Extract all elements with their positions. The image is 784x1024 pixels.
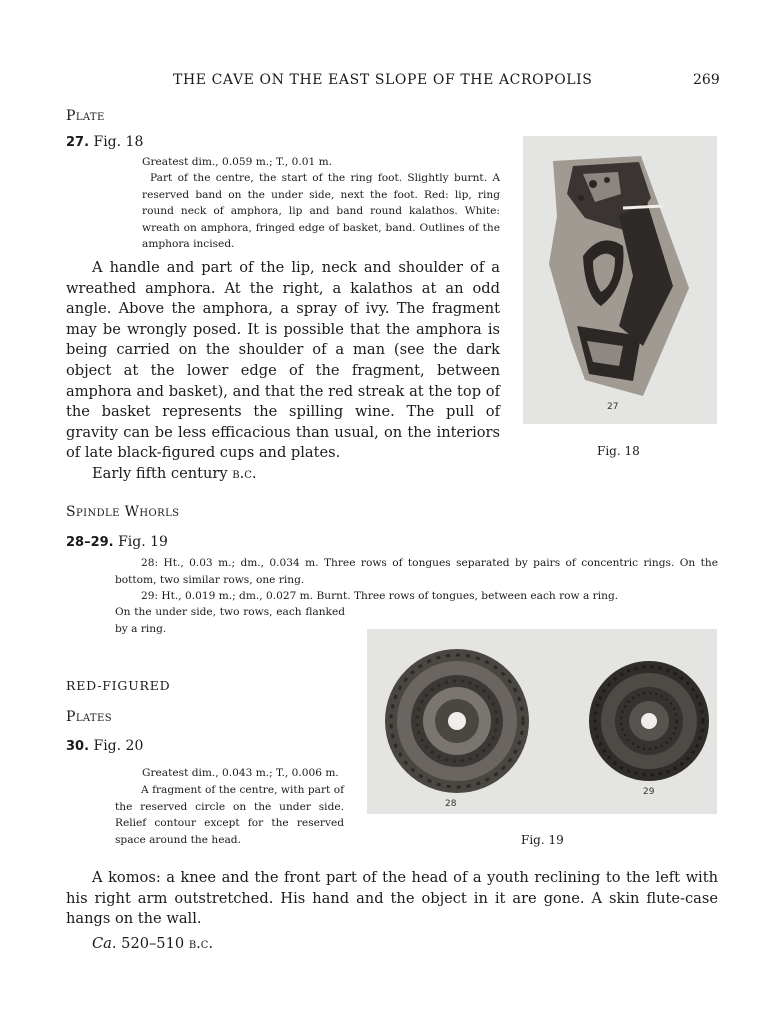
date-ca: Ca. (92, 935, 117, 952)
sherd-fragment-image (523, 136, 717, 424)
entry-fig-ref: Fig. 20 (93, 738, 144, 754)
entry-28-details: 28: Ht., 0.03 m.; dm., 0.034 m. Three rows of tongues separated by pairs of concentric rings. On the bottom, two similar rows, one ring. (115, 557, 718, 586)
entry-fig-ref: Fig. 19 (118, 534, 168, 550)
entry-30-dims: Greatest dim., 0.043 m.; T., 0.006 m. (142, 767, 339, 779)
entry-30-notes: A fragment of the centre, with part of the reserved circle on the under side. Relief contour except for the reserved space around the head. (115, 784, 344, 846)
running-head: THE CAVE ON THE EAST SLOPE OF THE ACROPOLIS (173, 72, 593, 88)
entry-27-dims: Greatest dim., 0.059 m.; T., 0.01 m. (142, 156, 333, 168)
entry-30-description: A komos: a knee and the front part of the head of a youth reclining to the left with his right arm outstretched. His hand and the object in it are gone. A skin flute-case hangs on the wall. (66, 869, 718, 928)
entry-number: 30. (66, 739, 90, 754)
section-heading-spindle-whorls: Spindle Whorls (66, 504, 180, 520)
fig-19-caption: Fig. 19 (521, 833, 564, 847)
fig-19-photo (367, 629, 717, 814)
date-range: 520–510 (116, 935, 189, 952)
date-era: b.c. (188, 935, 214, 952)
fig-18-photo (523, 136, 717, 424)
entry-28-29-heading (66, 534, 168, 550)
section-heading-plates: Plates (66, 709, 112, 725)
date-era: b.c. (232, 465, 257, 482)
entry-27-heading (66, 134, 143, 150)
entry-27-notes: Part of the centre, the start of the ring foot. Slightly burnt. A reserved band on the under side, next the foot. Red: lip, ring round neck of amphora, lip and band round kalathos. White: wreath on amphora, fringed edge of basket, band. Outlines of the amphora incised. (142, 172, 500, 251)
fig-18-caption: Fig. 18 (597, 444, 640, 458)
photo-label-28: 28 (445, 799, 457, 809)
photo-label-29: 29 (643, 787, 655, 797)
entry-number: 27. (66, 135, 90, 150)
section-heading-plate: Plate (66, 108, 105, 124)
date-text: Early fifth century (92, 465, 233, 482)
spindle-whorls-image (367, 629, 717, 814)
entry-29-details-cont: On the under side, two rows, each flanked by a ring. (115, 606, 345, 635)
entry-number: 28–29. (66, 535, 114, 550)
photo-label-27: 27 (607, 402, 619, 412)
entry-29-details: 29: Ht., 0.019 m.; dm., 0.027 m. Burnt. Three rows of tongues, between each row a ring. (141, 590, 619, 602)
entry-27-description: A handle and part of the lip, neck and shoulder of a wreathed amphora. At the right, a kalathos at an odd angle. Above the amphora, a spray of ivy. The fragment may be wrongly posed. It is possible that the amphora is being carried on the shoulder of a man (see the dark object at the lower edge of the fragment, between amphora and basket), and that the red streak at the top of the basket represents the spilling wine. The pull of gravity can be less efficacious than usual, on the interiors of late black-figured cups and plates. (66, 259, 500, 462)
entry-30-date (92, 934, 213, 955)
entry-fig-ref: Fig. 18 (93, 134, 144, 150)
entry-30-heading (66, 738, 143, 754)
entry-27-date (92, 464, 257, 485)
page-number: 269 (693, 72, 720, 88)
section-heading-red-figured: RED-FIGURED (66, 678, 171, 693)
